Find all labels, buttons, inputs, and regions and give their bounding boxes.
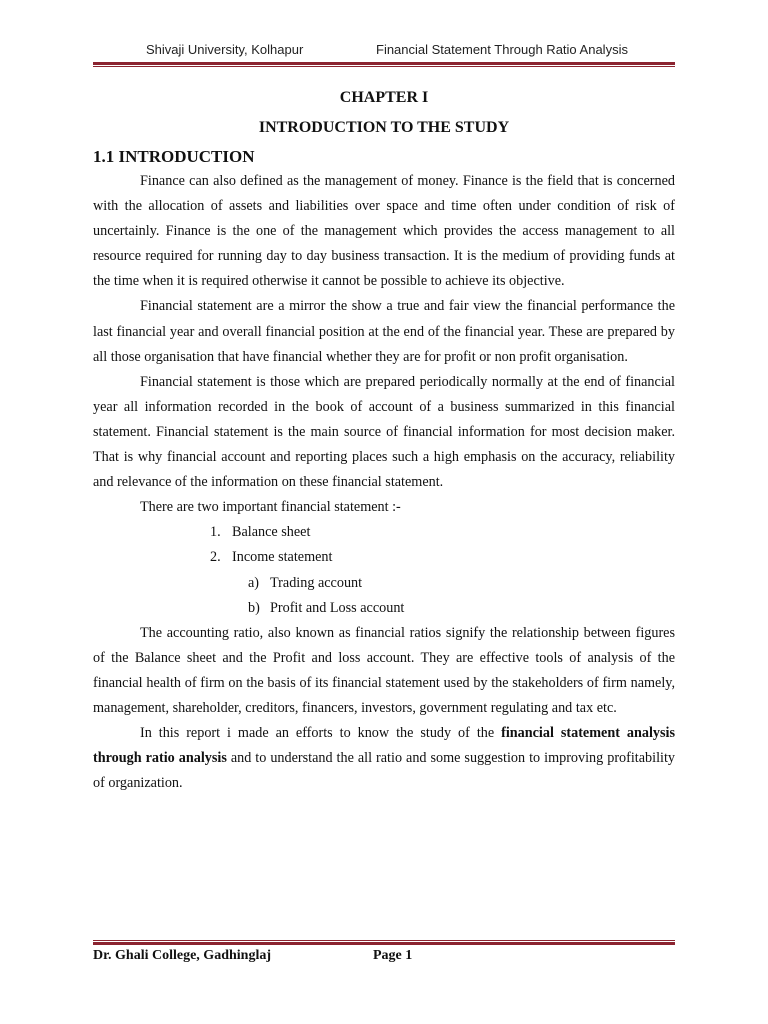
paragraph-text: In this report i made an efforts to know the study of the (140, 725, 502, 742)
header-university: Shivaji University, Kolhapur (146, 42, 304, 57)
section-heading: 1.1 INTRODUCTION (93, 147, 255, 166)
list-item (93, 520, 675, 545)
footer-rule (93, 940, 675, 945)
paragraph: Finance can also defined as the management of money. Finance is the field that is concerned with the allocation of assets and liabilities over space and time often under condition of risk of uncertainly. Finance is the one of the management which provides the access management to all resource required for running day to day business transaction. It is the medium of providing funds at the time when it is required otherwise it cannot be possible to achieve its objective. (93, 173, 675, 290)
paragraph-emphasis: financial statement analysis through ratio analysis (93, 725, 675, 767)
footer-college: Dr. Ghali College, Gadhinglaj (93, 948, 272, 963)
sublist-letter: b) (248, 599, 260, 616)
chapter-heading: CHAPTER I (339, 89, 429, 106)
list-item (93, 545, 675, 570)
chapter-title: INTRODUCTION TO THE STUDY (258, 119, 510, 136)
header-rule (93, 62, 675, 67)
list-text: Income statement (232, 549, 333, 566)
page-number: Page 1 (373, 948, 413, 963)
paragraph: The accounting ratio, also known as financial ratios signify the relationship between figures of the Balance sheet and the Profit and loss account. They are effective tools of analysis of the financial health of firm on the basis of its financial statement used by the stakeholders of firm namely, management, shareholder, creditors, financers, investors, government regulating and tax etc. (93, 624, 675, 716)
paragraph (93, 721, 675, 796)
page-header (0, 42, 768, 62)
paragraph: There are two important financial statement :- (140, 499, 401, 516)
list-number: 2. (210, 549, 221, 566)
sublist-letter: a) (248, 574, 260, 591)
sublist-text: Trading account (270, 574, 363, 591)
sublist-item (93, 571, 675, 596)
sublist-text: Profit and Loss account (270, 599, 405, 616)
list-text: Balance sheet (232, 524, 311, 541)
page-footer (93, 948, 675, 968)
paragraph: Financial statement is those which are prepared periodically normally at the end of financial year all information recorded in the book of account of a business summarized in this financial statement. Financial statement is the main source of financial information for most decision maker. That is why financial account and reporting places such a high emphasis on the accuracy, reliability and relevance of the information on these financial statement. (93, 373, 675, 491)
paragraph-text: and to understand the all ratio and some suggestion to improving profitability of organization. (93, 750, 675, 792)
header-report-title: Financial Statement Through Ratio Analysis (376, 42, 628, 57)
income-statement-sublist (93, 571, 675, 621)
page-body (93, 85, 675, 796)
paragraph: Financial statement are a mirror the show a true and fair view the financial performance the last financial year and overall financial position at the end of the financial year. These are prepared by all those organisation that have financial whether they are for profit or non profit organisation. (93, 298, 675, 365)
sublist-item (93, 596, 675, 621)
list-number: 1. (210, 524, 221, 541)
statement-list (93, 520, 675, 570)
